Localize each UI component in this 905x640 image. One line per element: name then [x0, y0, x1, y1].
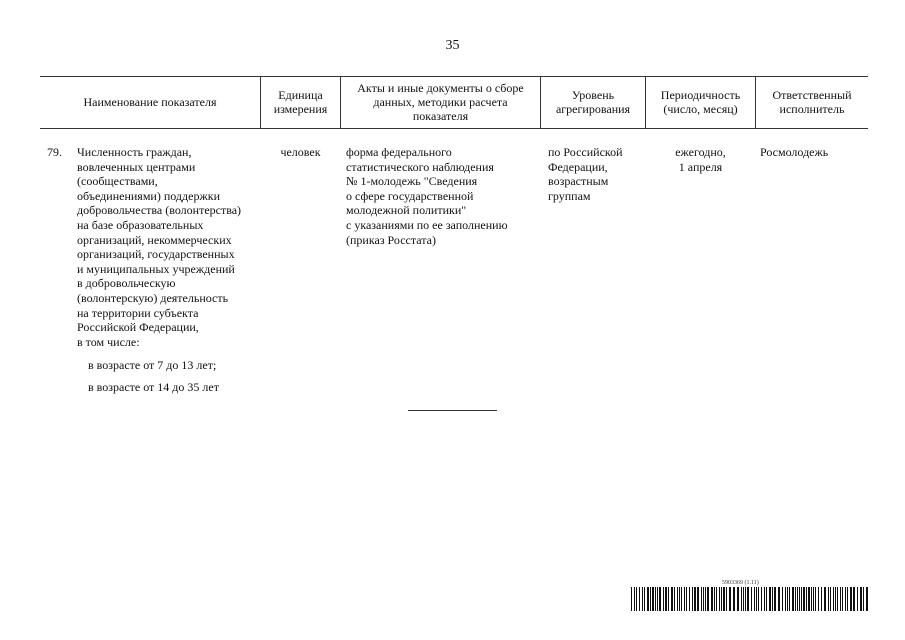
page-number: 35 [445, 38, 460, 53]
barcode-icon [631, 587, 869, 611]
responsible-value: Росмолодежь [760, 145, 829, 159]
subitem-age-7-13: в возрасте от 7 до 13 лет; [88, 358, 217, 372]
table-header-border [40, 128, 868, 129]
header-indicator-name: Наименование показателя [83, 95, 217, 109]
header-acts: Акты и иные документы о сборе данных, методики расчета показателя [357, 81, 524, 123]
header-periodicity: Периодичность (число, месяц) [660, 88, 741, 116]
document-code: 5903369 (1.11) [722, 580, 759, 586]
table-top-border [40, 76, 868, 77]
aggregation-value: по Российской Федерации, возрастным группам [548, 145, 623, 203]
indicator-name: Численность граждан, вовлеченных центрами (сообществами, объединениями) поддержки добровольчества (волонтерства) на базе образовательных организаций, некоммерческих организаций, государственных и муниципальных учреждений в добровольческую (волонтерскую) деятельность на территории субъекта Российской Федерации, в том числе: [77, 145, 242, 349]
periodicity-value: ежегодно, 1 апреля [675, 145, 726, 174]
row-number: 79. [47, 145, 62, 159]
end-of-text-rule [408, 410, 497, 411]
subitem-age-14-35: в возрасте от 14 до 35 лет [88, 380, 219, 394]
header-unit: Единица измерения [273, 88, 328, 116]
unit-value: человек [280, 145, 321, 159]
header-responsible: Ответственный исполнитель [772, 88, 852, 116]
header-aggregation: Уровень агрегирования [555, 88, 631, 116]
acts-value: форма федерального статистического наблюдения № 1-молодежь "Сведения о сфере государственной молодежной политики" с указаниями по ее заполнению (приказ Росстата) [346, 145, 508, 247]
